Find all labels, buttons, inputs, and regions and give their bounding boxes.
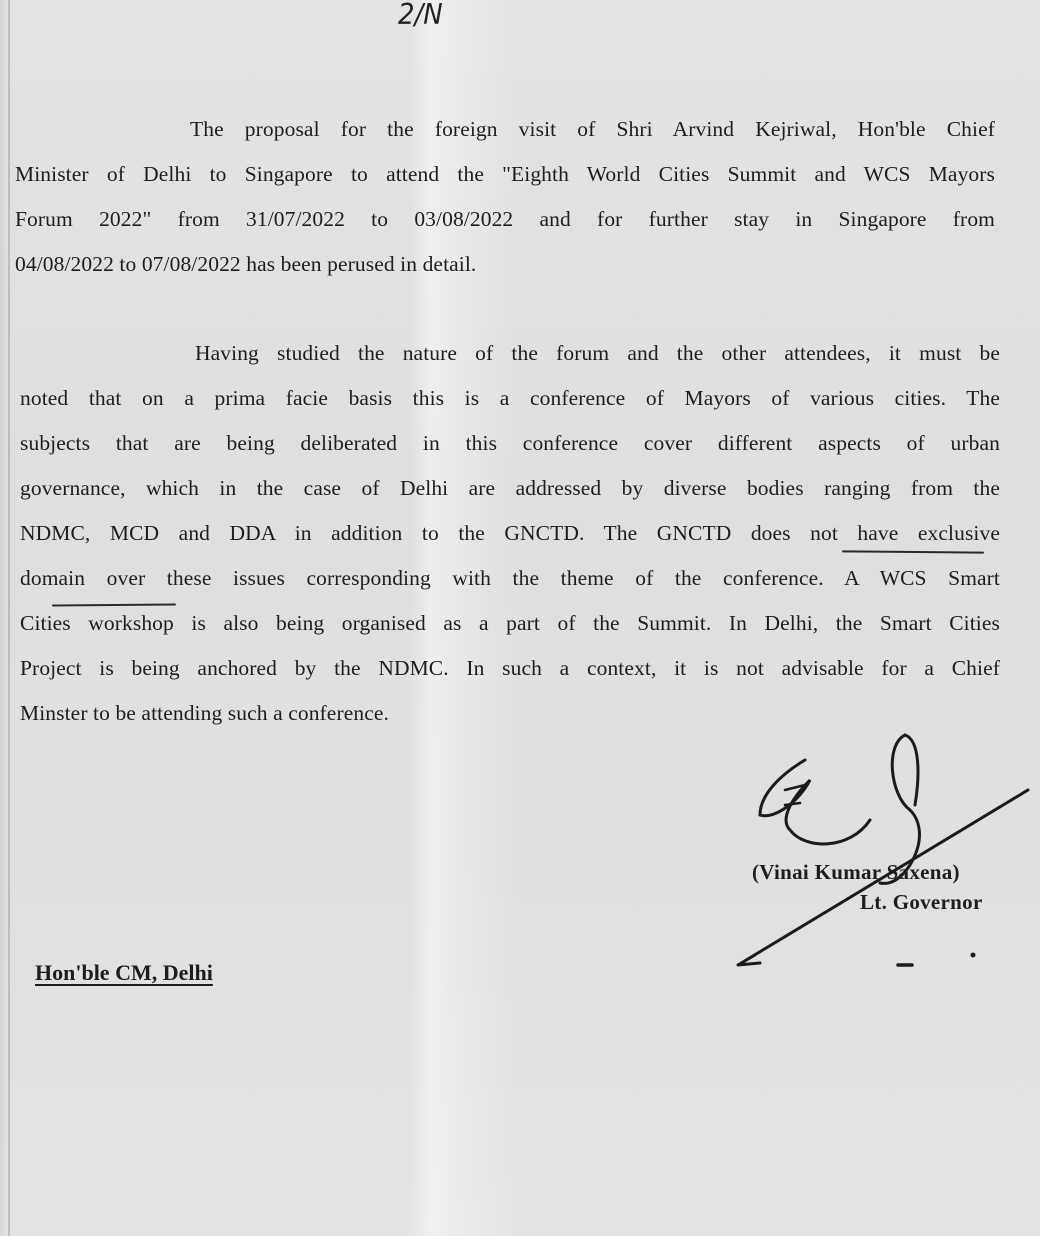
signatory-title: Lt. Governor (860, 890, 983, 914)
text-line: Cities workshop is also being organised as a part of the Summit. In Delhi, the Smart Cities (20, 611, 1000, 635)
text-line: Forum 2022" from 31/07/2022 to 03/08/2022 and for further stay in Singapore from (15, 207, 995, 231)
text-line: 04/08/2022 to 07/08/2022 has been perused in detail. (15, 252, 477, 276)
paragraph-assessment (20, 331, 1000, 736)
signatory-name: (Vinai Kumar Saxena) (752, 860, 960, 884)
text-line: Project is being anchored by the NDMC. In such a context, it is not advisable for a Chief (20, 656, 1000, 680)
text-line: Minister of Delhi to Singapore to attend the "Eighth World Cities Summit and WCS Mayors (15, 162, 995, 186)
text-line: The proposal for the foreign visit of Shri Arvind Kejriwal, Hon'ble Chief (190, 117, 995, 141)
text-line: domain over these issues corresponding with the theme of the conference. A WCS Smart (20, 566, 1000, 590)
text-line: subjects that are being deliberated in this conference cover different aspects of urban (20, 431, 1000, 455)
text-line: Minster to be attending such a conference. (20, 701, 389, 725)
page-edge-line (8, 0, 10, 1236)
text-line: Having studied the nature of the forum and the other attendees, it must be (195, 341, 1000, 365)
text-line: governance, which in the case of Delhi are addressed by diverse bodies ranging from the (20, 476, 1000, 500)
paragraph-proposal (15, 107, 995, 287)
page-number-mark: 2/N (398, 0, 443, 32)
signature-scribble (720, 725, 1040, 985)
text-line: NDMC, MCD and DDA in addition to the GNCTD. The GNCTD does not have exclusive (20, 521, 1000, 545)
addressee: Hon'ble CM, Delhi (35, 960, 213, 985)
text-line: noted that on a prima facie basis this is a conference of Mayors of various cities. The (20, 386, 1000, 410)
